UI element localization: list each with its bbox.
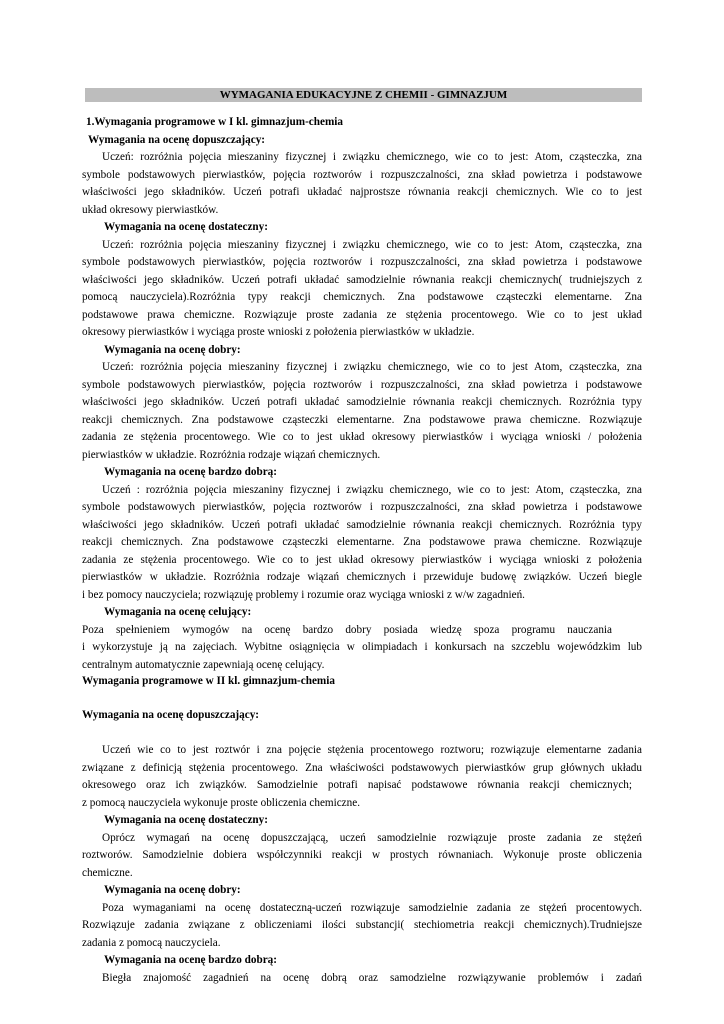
s1-dost-line: Uczeń: rozróżnia pojęcia mieszaniny fizycznej i związku chemicznego, wie co to jest: Atom, cząsteczka, zna: [102, 238, 642, 251]
section2-dop-heading-block: [82, 707, 642, 725]
section2-heading-block: [82, 673, 642, 691]
s1-dobry-line: symbole podstawowych pierwiastków, pojęcia roztworów i rozpuszczalności, zna skład powietrza i podstawowe: [82, 378, 642, 391]
s1-dobry-line: Uczeń: rozróżnia pojęcia mieszaniny fizycznej i związku chemicznego, wie co to jest Atom, cząsteczka, zna: [102, 361, 642, 373]
s1-bdb-line: właściwości jego składników. Uczeń potrafi układać samodzielnie równania reakcji chemicznych. Rozróżnia typy: [82, 518, 642, 531]
s2-bdb-line: Biegła znajomość zagadnień na ocenę dobrą oraz samodzielne rozwiązywanie problemów i zadań: [102, 971, 642, 984]
s1-dost-heading: Wymagania na ocenę dostateczny:: [104, 221, 268, 233]
s1-bdb-line: Uczeń : rozróżnia pojęcia mieszaniny fizycznej i związku chemicznego, wie co to jest: Atom, cząsteczka, zna: [102, 483, 642, 496]
s1-dop-heading: Wymagania na ocenę dopuszczający:: [88, 133, 266, 146]
s1-dost-line: symbole podstawowych pierwiastków, pojęcia roztworów i rozpuszczalności, zna skład powietrza i podstawowe: [82, 256, 642, 268]
s1-dobry-line: zadania ze stężenia procentowego. Wie co to jest układ okresowy pierwiastków i wyciąga wnioski / położenia: [82, 431, 642, 443]
document-title: WYMAGANIA EDUKACYJNE Z CHEMII - GIMNAZJUM: [85, 88, 642, 102]
s2-dobry-heading: Wymagania na ocenę dobry:: [104, 884, 241, 896]
s2-dop-line: Uczeń wie co to jest roztwór i zna pojęcie stężenia procentowego roztworu; rozwiązuje elementarne zadania: [102, 744, 642, 756]
s1-cel-line: Poza spełnieniem wymogów na ocenę bardzo dobry posiada wiedzę spoza programu nauczania: [82, 623, 612, 636]
s1-dop-line: właściwości jego składników. Uczeń potrafi układać najprostsze równania reakcji chemicznych. Wie co to jest: [82, 186, 642, 198]
s2-dobry-line: Poza wymaganiami na ocenę dostateczną-uczeń rozwiązuje samodzielnie zadania ze stężeń procentowych.: [102, 901, 642, 914]
s2-dop-line: okresowego oraz ich związków. Samodzielnie potrafi napisać podstawowe równania reakcji chemicznych;: [82, 779, 632, 791]
s1-bdb-line: pierwiastków w układzie. Rozróżnia rodzaje wiązań chemicznych i przewiduje budowę związków. Uczeń biegle: [82, 571, 642, 583]
s2-dost-line: roztworów. Samodzielnie dobiera współczynniki reakcji w prostych równaniach. Wykonuje proste obliczenia: [82, 849, 642, 861]
s2-dost-heading: Wymagania na ocenę dostateczny:: [104, 814, 268, 826]
s2-dop-heading: Wymagania na ocenę dopuszczający:: [82, 709, 260, 721]
s1-dobry-line: reakcji chemicznych. Zna podstawowe cząsteczki elementarne. Zna podstawowe prawa chemiczne. Rozwiązuje: [82, 413, 642, 426]
s1-bdb-line: symbole podstawowych pierwiastków, pojęcia roztworów i rozpuszczalności, zna skład powietrza i podstawowe: [82, 501, 642, 513]
s1-dobry-line: właściwości jego składników. Uczeń potrafi układać samodzielnie równania reakcji chemicznych. Rozróżnia typy: [82, 396, 642, 408]
section2: [82, 742, 642, 987]
s1-bdb-line: i bez pomocy nauczyciela; rozwiązuję problemy i rozumie oraz wyciąga wnioski z w/w zagadnień.: [82, 588, 525, 601]
s1-dobry-heading: Wymagania na ocenę dobry:: [104, 343, 241, 356]
s1-bdb-line: zadania ze stężenia procentowego. Wie co to jest układ okresowy pierwiastków i wyciąga wnioski z położenia: [82, 553, 642, 566]
s2-dobry-line: Rozwiązuje zadania związane z obliczeniami ilości substancji( stechiometria reakcji chemicznych).Trudniejsze: [82, 919, 642, 931]
section2-heading: Wymagania programowe w II kl. gimnazjum-chemia: [82, 675, 335, 687]
s1-dost-line: okresowy pierwiastków i wyciąga proste wnioski z położenia pierwiastków w układzie.: [82, 326, 475, 338]
s1-dost-line: podstawowe prawa chemiczne. Rozwiązuje proste zadania ze stężenia procentowego. Wie co to jest układ: [82, 308, 642, 321]
section1: [82, 114, 642, 674]
s1-dost-line: właściwości jego składników. Uczeń potrafi układać samodzielnie równania reakcji chemicznych( trudniejszych z: [82, 273, 642, 286]
s1-bdb-heading: Wymagania na ocenę bardzo dobrą:: [104, 466, 277, 478]
section1-heading: 1.Wymagania programowe w I kl. gimnazjum-chemia: [86, 116, 343, 128]
s1-dop-line: symbole podstawowych pierwiastków, pojęcia roztworów i rozpuszczalności, zna skład powietrza i podstawowe: [82, 168, 642, 181]
s2-dop-line: związane z definicją stężenia procentowego. Zna właściwości podstawowych pierwiastków grup głównych układu: [82, 761, 642, 774]
s2-dost-line: chemiczne.: [82, 866, 133, 879]
s1-dop-line: układ okresowy pierwiastków.: [82, 203, 219, 216]
s2-bdb-heading: Wymagania na ocenę bardzo dobrą:: [104, 954, 277, 966]
s2-dost-line: Oprócz wymagań na ocenę dopuszczającą, uczeń samodzielnie rozwiązuje proste zadania ze stężeń: [102, 831, 642, 844]
s1-cel-heading: Wymagania na ocenę celujący:: [104, 606, 252, 618]
s2-dobry-line: zadania z pomocą nauczyciela.: [82, 936, 221, 949]
s1-dobry-line: pierwiastków w układzie. Rozróżnia rodzaje wiązań chemicznych.: [82, 448, 381, 461]
s2-dop-line: z pomocą nauczyciela wykonuje proste obliczenia chemiczne.: [82, 796, 361, 809]
s1-dop-line: Uczeń: rozróżnia pojęcia mieszaniny fizycznej i związku chemicznego, wie co to jest: Atom, cząsteczka, zna: [102, 151, 642, 163]
s1-cel-line: centralnym automatycznie zapewniają ocenę celujący.: [82, 658, 325, 671]
s1-bdb-line: reakcji chemicznych. Zna podstawowe cząsteczki elementarne. Zna podstawowe prawa chemiczne. Rozwiązuje: [82, 536, 642, 548]
s1-cel-line: i wykorzystuje ją na zajęciach. Wybitne osiągnięcia w olimpiadach i konkursach na szczeblu wojewódzkim lub: [82, 641, 642, 653]
s1-dost-line: pomocą nauczyciela).Rozróżnia typy reakcji chemicznych. Zna podstawowe cząsteczki elementarne. Zna: [82, 291, 642, 303]
